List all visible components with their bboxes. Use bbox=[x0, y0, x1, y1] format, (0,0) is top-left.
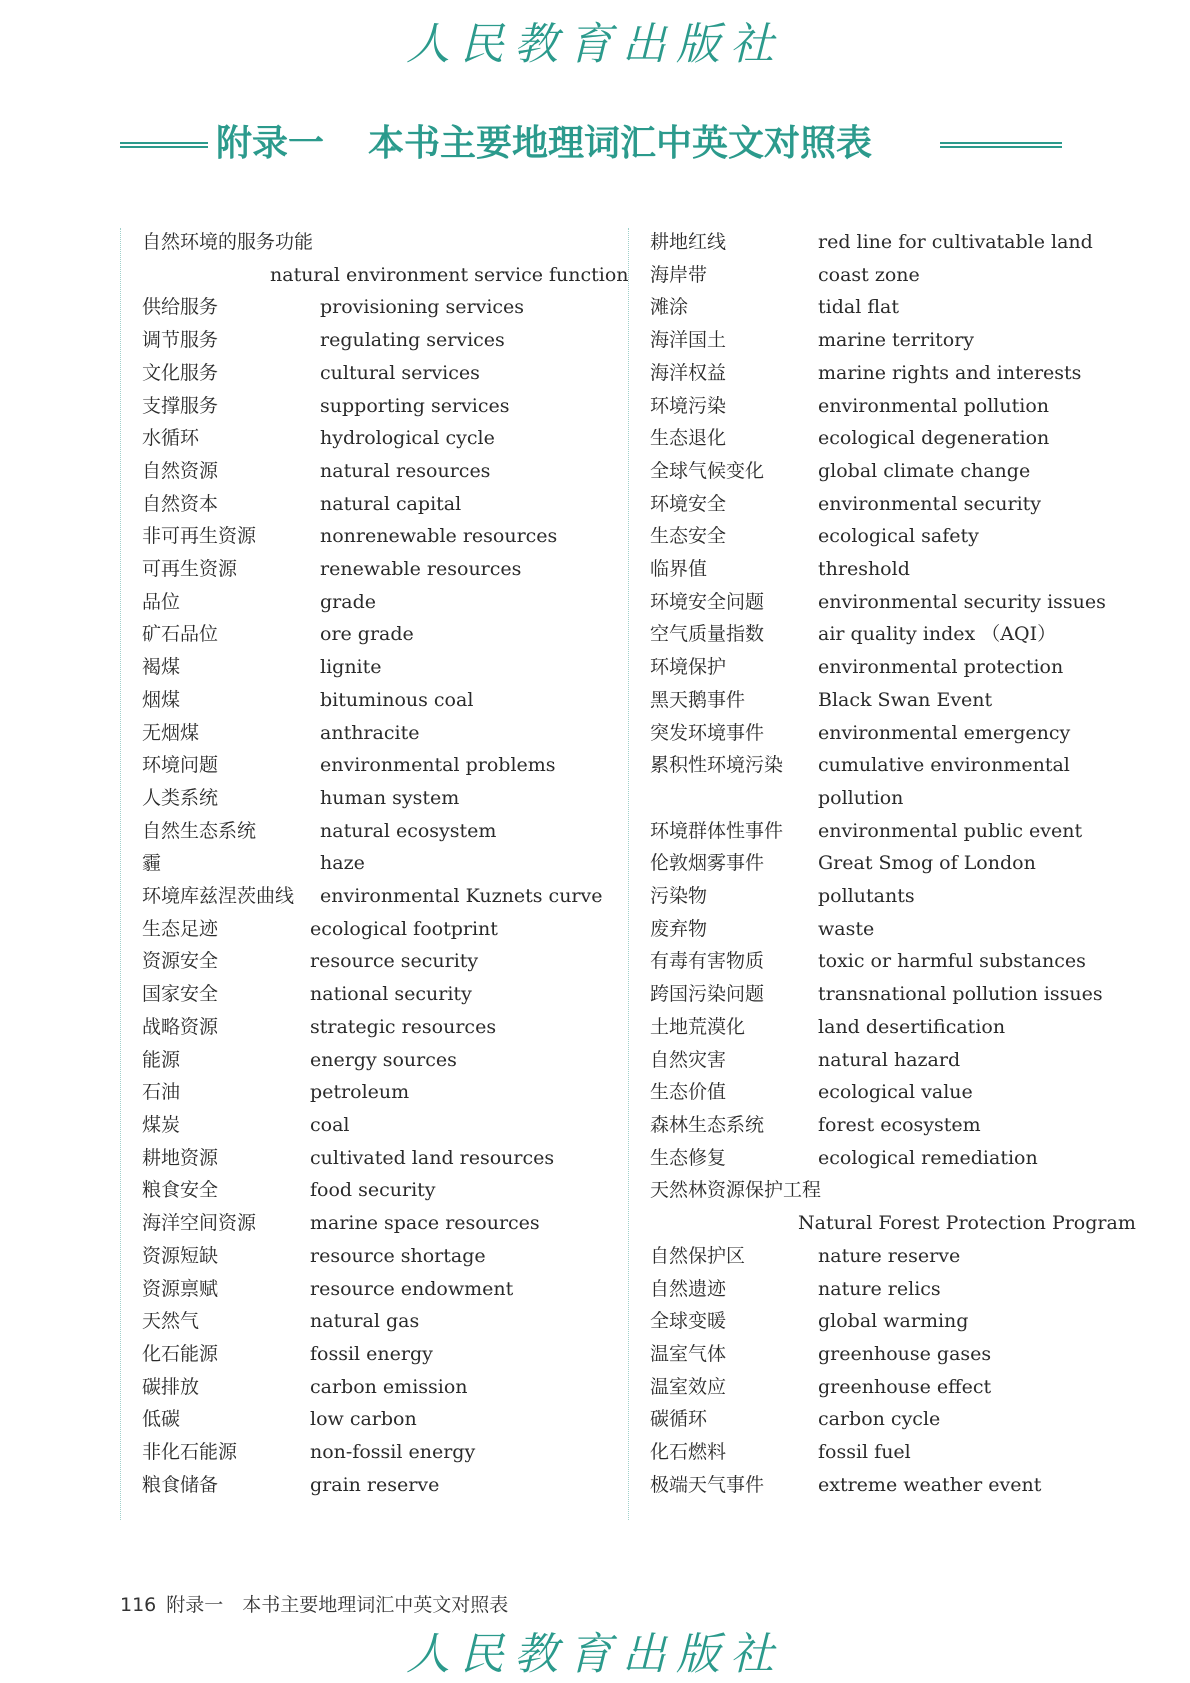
glossary-entry bbox=[142, 684, 620, 717]
term-english: environmental Kuznets curve bbox=[320, 885, 603, 908]
glossary-entry bbox=[142, 291, 620, 324]
term-english: national security bbox=[310, 983, 472, 1006]
term-english: natural hazard bbox=[818, 1048, 961, 1071]
term-chinese: 环境安全 bbox=[650, 492, 727, 515]
term-chinese: 森林生态系统 bbox=[650, 1113, 765, 1136]
title-part-1: 附录一 bbox=[216, 122, 325, 164]
term-chinese: 自然遗迹 bbox=[650, 1277, 727, 1300]
term-chinese: 伦敦烟雾事件 bbox=[650, 852, 765, 875]
glossary-entry bbox=[650, 226, 1102, 259]
glossary-entry bbox=[650, 357, 1102, 390]
term-english: Black Swan Event bbox=[818, 688, 993, 711]
glossary-entry bbox=[142, 1436, 620, 1469]
term-chinese: 化石能源 bbox=[142, 1342, 219, 1365]
glossary-entry bbox=[142, 1273, 620, 1306]
glossary-entry bbox=[142, 945, 620, 978]
term-chinese: 调节服务 bbox=[142, 329, 219, 352]
term-english: regulating services bbox=[320, 329, 505, 352]
term-chinese: 土地荒漠化 bbox=[650, 1015, 746, 1038]
glossary-entry bbox=[650, 1174, 1102, 1207]
term-chinese: 自然灾害 bbox=[650, 1048, 727, 1071]
glossary-entry bbox=[142, 357, 620, 390]
term-chinese: 环境问题 bbox=[142, 754, 219, 777]
term-chinese: 黑天鹅事件 bbox=[650, 688, 746, 711]
term-english: carbon emission bbox=[310, 1375, 468, 1398]
term-english: environmental protection bbox=[818, 656, 1064, 679]
term-english: environmental public event bbox=[818, 819, 1083, 842]
glossary-entry bbox=[142, 717, 620, 750]
term-english: carbon cycle bbox=[818, 1408, 941, 1431]
term-english: ecological value bbox=[818, 1081, 973, 1104]
term-english: greenhouse gases bbox=[818, 1342, 992, 1365]
glossary-entry bbox=[142, 259, 629, 292]
term-english: Natural Forest Protection Program bbox=[798, 1212, 1136, 1235]
term-chinese: 供给服务 bbox=[142, 296, 219, 319]
term-english: air quality index （AQI） bbox=[818, 623, 1057, 646]
term-chinese: 耕地资源 bbox=[142, 1146, 219, 1169]
glossary-entry bbox=[650, 1469, 1102, 1502]
term-english: global climate change bbox=[818, 459, 1031, 482]
term-chinese: 生态价值 bbox=[650, 1081, 727, 1104]
term-english: fossil energy bbox=[310, 1342, 433, 1365]
term-chinese: 生态退化 bbox=[650, 427, 727, 450]
term-english: marine rights and interests bbox=[818, 361, 1082, 384]
glossary-entry bbox=[142, 880, 620, 913]
term-english: marine space resources bbox=[310, 1212, 540, 1235]
term-english: natural ecosystem bbox=[320, 819, 497, 842]
term-english: coast zone bbox=[818, 263, 920, 286]
glossary-column-right bbox=[650, 226, 1136, 1501]
term-chinese: 碳排放 bbox=[142, 1375, 200, 1398]
glossary-entry bbox=[650, 1338, 1102, 1371]
glossary-entry bbox=[650, 1273, 1102, 1306]
glossary-entry bbox=[142, 1109, 620, 1142]
term-chinese: 环境保护 bbox=[650, 656, 727, 679]
term-english: ecological degeneration bbox=[818, 427, 1050, 450]
term-chinese: 天然林资源保护工程 bbox=[650, 1179, 822, 1202]
term-english: natural resources bbox=[320, 459, 491, 482]
glossary-entry bbox=[650, 1305, 1102, 1338]
term-english: forest ecosystem bbox=[818, 1113, 981, 1136]
term-chinese: 耕地红线 bbox=[650, 231, 727, 253]
term-chinese: 全球变暖 bbox=[650, 1310, 727, 1333]
term-chinese: 温室效应 bbox=[650, 1375, 727, 1398]
term-chinese: 环境库兹涅茨曲线 bbox=[142, 885, 295, 908]
glossary-entry bbox=[650, 847, 1102, 880]
term-chinese: 生态安全 bbox=[650, 525, 727, 548]
glossary-entry bbox=[650, 815, 1102, 848]
term-english: natural environment service function bbox=[270, 263, 629, 286]
term-english: tidal flat bbox=[818, 296, 899, 319]
glossary-entry bbox=[650, 684, 1102, 717]
term-english: renewable resources bbox=[320, 558, 522, 581]
term-chinese: 滩涂 bbox=[650, 296, 689, 319]
term-english: anthracite bbox=[320, 721, 420, 744]
glossary-entry bbox=[650, 913, 1102, 946]
term-chinese: 全球气候变化 bbox=[650, 459, 765, 482]
page-footer bbox=[120, 1590, 508, 1617]
glossary-entry bbox=[650, 1011, 1102, 1044]
term-chinese: 支撑服务 bbox=[142, 394, 219, 417]
glossary-entry bbox=[650, 520, 1102, 553]
glossary-entry bbox=[650, 1142, 1102, 1175]
glossary-entry bbox=[650, 291, 1102, 324]
term-english: fossil fuel bbox=[818, 1441, 911, 1464]
glossary-entry bbox=[650, 618, 1102, 651]
glossary-entry bbox=[142, 782, 620, 815]
term-chinese: 自然资本 bbox=[142, 492, 219, 515]
term-english: bituminous coal bbox=[320, 688, 474, 711]
term-chinese: 累积性环境污染 bbox=[650, 754, 784, 777]
glossary-entry bbox=[142, 749, 620, 782]
glossary-entry bbox=[650, 1207, 1136, 1240]
title-rule-left bbox=[120, 142, 208, 148]
term-chinese: 自然保护区 bbox=[650, 1244, 746, 1267]
term-english: provisioning services bbox=[320, 296, 525, 319]
publisher-logo-top: 人民教育出版社 bbox=[406, 19, 784, 70]
glossary-entry bbox=[142, 1403, 620, 1436]
term-chinese: 可再生资源 bbox=[142, 558, 238, 581]
title-part-2: 本书主要地理词汇中英文对照表 bbox=[368, 122, 873, 164]
term-chinese: 水循环 bbox=[142, 427, 200, 450]
term-chinese: 临界值 bbox=[650, 558, 708, 581]
term-english: environmental security issues bbox=[818, 590, 1106, 613]
term-english: cumulative environmental bbox=[818, 754, 1070, 777]
glossary-entry bbox=[650, 1403, 1102, 1436]
term-english: strategic resources bbox=[310, 1015, 497, 1038]
term-chinese: 跨国污染问题 bbox=[650, 983, 765, 1006]
term-english: transnational pollution issues bbox=[818, 983, 1103, 1006]
term-chinese: 环境污染 bbox=[650, 394, 727, 417]
term-english: grain reserve bbox=[310, 1473, 440, 1496]
term-english: lignite bbox=[320, 656, 382, 679]
term-english: grade bbox=[320, 590, 376, 613]
term-chinese: 极端天气事件 bbox=[650, 1473, 765, 1496]
term-english: petroleum bbox=[310, 1081, 410, 1104]
footer-text: 附录一 本书主要地理词汇中英文对照表 bbox=[166, 1594, 509, 1616]
term-chinese: 矿石品位 bbox=[142, 623, 219, 646]
glossary-entry bbox=[142, 455, 620, 488]
term-chinese: 资源安全 bbox=[142, 950, 219, 973]
term-english: non-fossil energy bbox=[310, 1441, 476, 1464]
term-english: cultural services bbox=[320, 361, 480, 384]
glossary-entry bbox=[650, 1044, 1102, 1077]
term-chinese: 天然气 bbox=[142, 1310, 200, 1333]
term-chinese: 海洋权益 bbox=[650, 361, 727, 384]
term-chinese: 文化服务 bbox=[142, 361, 219, 384]
term-english: natural capital bbox=[320, 492, 462, 515]
term-english: ecological safety bbox=[818, 525, 979, 548]
glossary-entry bbox=[142, 1240, 620, 1273]
page-title bbox=[216, 115, 934, 166]
glossary-entry bbox=[650, 455, 1102, 488]
term-english: red line for cultivatable land bbox=[818, 231, 1093, 253]
term-chinese: 褐煤 bbox=[142, 656, 181, 679]
term-english: environmental security bbox=[818, 492, 1042, 515]
term-chinese: 突发环境事件 bbox=[650, 721, 765, 744]
term-english: nature reserve bbox=[818, 1244, 961, 1267]
glossary-entry bbox=[142, 1338, 620, 1371]
glossary-entry bbox=[142, 913, 620, 946]
term-chinese: 化石燃料 bbox=[650, 1441, 727, 1464]
term-chinese: 温室气体 bbox=[650, 1342, 727, 1365]
term-english: natural gas bbox=[310, 1310, 420, 1333]
term-english: land desertification bbox=[818, 1015, 1006, 1038]
term-chinese: 能源 bbox=[142, 1048, 181, 1071]
term-english: food security bbox=[310, 1179, 436, 1202]
term-english: marine territory bbox=[818, 329, 975, 352]
term-chinese: 煤炭 bbox=[142, 1113, 181, 1136]
glossary-entry bbox=[142, 1469, 620, 1502]
term-chinese: 粮食安全 bbox=[142, 1179, 219, 1202]
glossary-entry bbox=[142, 422, 620, 455]
term-english: threshold bbox=[818, 558, 910, 581]
glossary-entry bbox=[142, 1011, 620, 1044]
term-english: ecological footprint bbox=[310, 917, 498, 940]
column-divider-left bbox=[120, 228, 121, 1520]
term-chinese: 空气质量指数 bbox=[650, 623, 765, 646]
term-english: low carbon bbox=[310, 1408, 417, 1431]
term-chinese: 国家安全 bbox=[142, 983, 219, 1006]
glossary-entry bbox=[142, 1174, 620, 1207]
term-chinese: 碳循环 bbox=[650, 1408, 708, 1431]
column-divider-middle bbox=[628, 228, 629, 1520]
term-english: energy sources bbox=[310, 1048, 457, 1071]
glossary-entry bbox=[650, 978, 1102, 1011]
glossary-entry bbox=[142, 586, 620, 619]
term-chinese: 生态足迹 bbox=[142, 917, 219, 940]
glossary-entry bbox=[650, 422, 1102, 455]
glossary-entry bbox=[142, 1076, 620, 1109]
glossary-entry bbox=[650, 1240, 1102, 1273]
term-chinese: 海洋国土 bbox=[650, 329, 727, 352]
glossary-entry bbox=[650, 553, 1102, 586]
glossary-entry bbox=[142, 978, 620, 1011]
term-english: greenhouse effect bbox=[818, 1375, 992, 1398]
term-english: Great Smog of London bbox=[818, 852, 1036, 875]
glossary-entry bbox=[142, 1142, 620, 1175]
term-english: pollution bbox=[818, 786, 904, 809]
term-chinese: 霾 bbox=[142, 852, 162, 875]
term-english: supporting services bbox=[320, 394, 510, 417]
glossary-entry bbox=[650, 717, 1102, 750]
term-english: environmental emergency bbox=[818, 721, 1071, 744]
glossary-entry bbox=[142, 226, 620, 259]
term-chinese: 石油 bbox=[142, 1081, 181, 1104]
glossary-entry bbox=[142, 1305, 620, 1338]
term-chinese: 海洋空间资源 bbox=[142, 1212, 257, 1235]
glossary-entry bbox=[142, 1207, 620, 1240]
term-english: environmental pollution bbox=[818, 394, 1050, 417]
term-chinese: 低碳 bbox=[142, 1408, 181, 1431]
glossary-entry bbox=[142, 520, 620, 553]
glossary-entry bbox=[650, 390, 1102, 423]
glossary-entry bbox=[142, 847, 620, 880]
glossary-entry bbox=[142, 488, 620, 521]
term-chinese: 品位 bbox=[142, 590, 181, 613]
term-english: cultivated land resources bbox=[310, 1146, 555, 1169]
glossary-entry bbox=[650, 880, 1102, 913]
term-chinese: 烟煤 bbox=[142, 688, 181, 711]
term-english: ecological remediation bbox=[818, 1146, 1038, 1169]
term-chinese: 人类系统 bbox=[142, 786, 219, 809]
term-chinese: 战略资源 bbox=[142, 1015, 219, 1038]
glossary-entry bbox=[650, 749, 1102, 782]
term-english: resource security bbox=[310, 950, 479, 973]
glossary-entry bbox=[142, 324, 620, 357]
term-english: nature relics bbox=[818, 1277, 941, 1300]
publisher-logo-bottom: 人民教育出版社 bbox=[406, 1629, 784, 1680]
glossary-entry bbox=[142, 390, 620, 423]
term-chinese: 非化石能源 bbox=[142, 1441, 238, 1464]
term-chinese: 非可再生资源 bbox=[142, 525, 257, 548]
glossary-entry bbox=[650, 1371, 1102, 1404]
term-english: nonrenewable resources bbox=[320, 525, 558, 548]
term-chinese: 有毒有害物质 bbox=[650, 950, 765, 973]
term-chinese: 环境群体性事件 bbox=[650, 819, 784, 842]
glossary-entry bbox=[650, 651, 1102, 684]
glossary-entry bbox=[142, 815, 620, 848]
term-english: resource shortage bbox=[310, 1244, 486, 1267]
term-english: environmental problems bbox=[320, 754, 556, 777]
term-english: pollutants bbox=[818, 885, 915, 908]
term-english: human system bbox=[320, 786, 460, 809]
glossary-column-left bbox=[142, 226, 629, 1501]
term-english: haze bbox=[320, 852, 365, 875]
glossary-entry bbox=[650, 782, 1102, 815]
term-chinese: 自然资源 bbox=[142, 459, 219, 482]
term-english: ore grade bbox=[320, 623, 414, 646]
term-english: coal bbox=[310, 1113, 350, 1136]
term-chinese: 自然环境的服务功能 bbox=[142, 231, 314, 253]
page-number: 116 bbox=[120, 1594, 157, 1616]
glossary-entry bbox=[142, 618, 620, 651]
glossary-entry bbox=[650, 324, 1102, 357]
term-english: hydrological cycle bbox=[320, 427, 495, 450]
term-chinese: 资源禀赋 bbox=[142, 1277, 219, 1300]
term-chinese: 污染物 bbox=[650, 885, 708, 908]
term-chinese: 废弃物 bbox=[650, 917, 708, 940]
term-chinese: 资源短缺 bbox=[142, 1244, 219, 1267]
term-chinese: 环境安全问题 bbox=[650, 590, 765, 613]
glossary-entry bbox=[650, 488, 1102, 521]
glossary-entry bbox=[142, 651, 620, 684]
glossary-entry bbox=[142, 553, 620, 586]
term-chinese: 粮食储备 bbox=[142, 1473, 219, 1496]
term-english: waste bbox=[818, 917, 875, 940]
term-english: resource endowment bbox=[310, 1277, 514, 1300]
glossary-entry bbox=[650, 586, 1106, 619]
term-chinese: 无烟煤 bbox=[142, 721, 200, 744]
term-english: toxic or harmful substances bbox=[818, 950, 1086, 973]
glossary-entry bbox=[650, 259, 1102, 292]
glossary-entry bbox=[142, 1371, 620, 1404]
term-chinese: 生态修复 bbox=[650, 1146, 727, 1169]
glossary-entry bbox=[650, 1109, 1102, 1142]
title-rule-right bbox=[940, 142, 1062, 148]
glossary-entry bbox=[142, 1044, 620, 1077]
glossary-entry bbox=[650, 1076, 1102, 1109]
term-english: extreme weather event bbox=[818, 1473, 1042, 1496]
term-english: global warming bbox=[818, 1310, 969, 1333]
glossary-entry bbox=[650, 945, 1102, 978]
term-chinese: 海岸带 bbox=[650, 263, 708, 286]
glossary-entry bbox=[650, 1436, 1102, 1469]
term-chinese: 自然生态系统 bbox=[142, 819, 257, 842]
